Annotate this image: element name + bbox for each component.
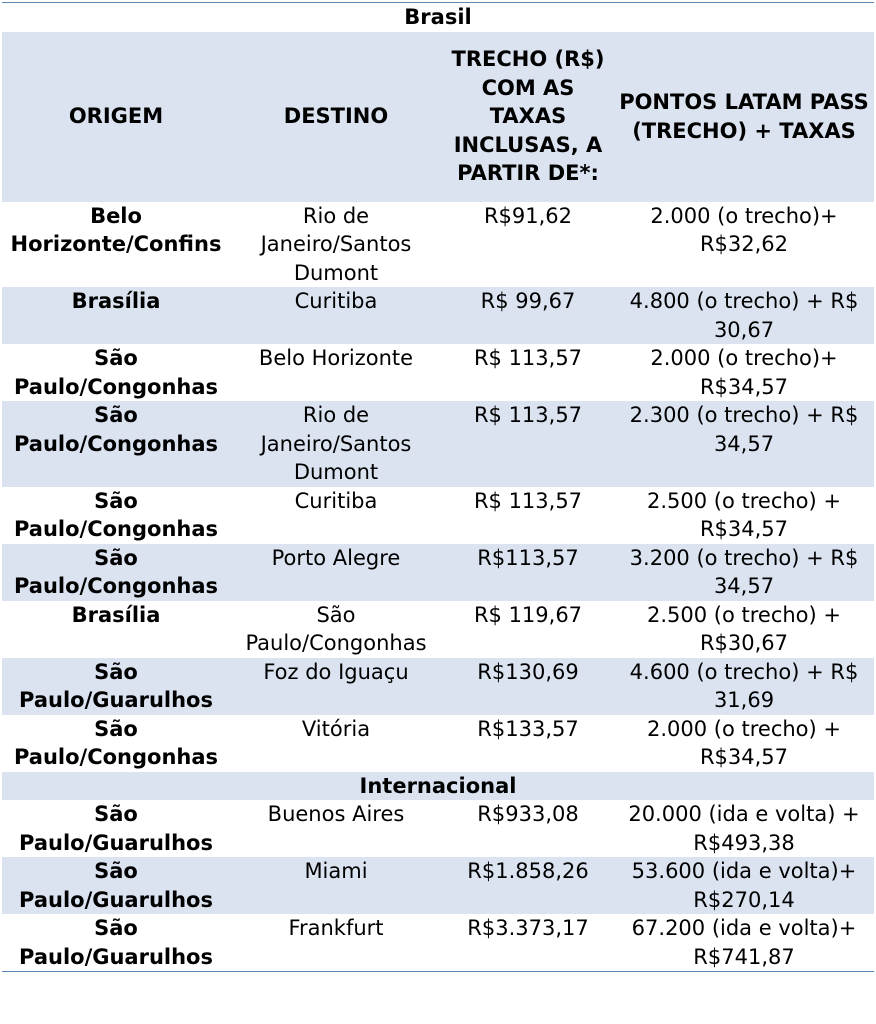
table-row <box>2 914 874 972</box>
cell-destino: Curitiba <box>230 487 442 544</box>
cell-origem: Belo Horizonte/Confins <box>2 202 230 288</box>
table-row <box>2 601 874 658</box>
table-row <box>2 487 874 544</box>
cell-destino: Vitória <box>230 715 442 772</box>
cell-destino: Rio de Janeiro/Santos Dumont <box>230 401 442 487</box>
cell-destino: Rio de Janeiro/Santos Dumont <box>230 202 442 288</box>
cell-origem: São Paulo/Guarulhos <box>2 658 230 715</box>
table-row <box>2 658 874 715</box>
cell-origem: São Paulo/Congonhas <box>2 715 230 772</box>
cell-destino: Curitiba <box>230 287 442 344</box>
cell-pontos: 4.600 (o trecho) + R$ 31,69 <box>614 658 874 715</box>
cell-trecho: R$ 113,57 <box>442 401 614 487</box>
section-title-internacional: Internacional <box>2 772 874 801</box>
cell-trecho: R$933,08 <box>442 800 614 857</box>
header-row <box>2 32 874 202</box>
cell-pontos: 53.600 (ida e volta)+ R$270,14 <box>614 857 874 914</box>
table-row <box>2 715 874 772</box>
cell-trecho: R$91,62 <box>442 202 614 288</box>
table-row <box>2 202 874 288</box>
cell-pontos: 4.800 (o trecho) + R$ 30,67 <box>614 287 874 344</box>
cell-trecho: R$ 113,57 <box>442 487 614 544</box>
cell-destino: Buenos Aires <box>230 800 442 857</box>
section-title-brasil: Brasil <box>2 3 874 32</box>
cell-pontos: 2.000 (o trecho) + R$34,57 <box>614 715 874 772</box>
cell-pontos: 67.200 (ida e volta)+ R$741,87 <box>614 914 874 972</box>
cell-origem: São Paulo/Congonhas <box>2 544 230 601</box>
fares-table-body <box>2 3 874 972</box>
section-row-internacional <box>2 772 874 801</box>
table-row <box>2 401 874 487</box>
cell-trecho: R$113,57 <box>442 544 614 601</box>
cell-destino: Miami <box>230 857 442 914</box>
cell-pontos: 2.300 (o trecho) + R$ 34,57 <box>614 401 874 487</box>
cell-trecho: R$3.373,17 <box>442 914 614 972</box>
cell-trecho: R$ 99,67 <box>442 287 614 344</box>
cell-origem: São Paulo/Congonhas <box>2 401 230 487</box>
cell-destino: Frankfurt <box>230 914 442 972</box>
fares-table-container <box>2 2 874 972</box>
table-row <box>2 544 874 601</box>
header-origem: ORIGEM <box>2 32 230 202</box>
header-destino: DESTINO <box>230 32 442 202</box>
cell-trecho: R$ 113,57 <box>442 344 614 401</box>
cell-trecho: R$1.858,26 <box>442 857 614 914</box>
header-pontos: PONTOS LATAM PASS (TRECHO) + TAXAS <box>614 32 874 202</box>
cell-origem: São Paulo/Guarulhos <box>2 800 230 857</box>
cell-destino: Porto Alegre <box>230 544 442 601</box>
table-row <box>2 344 874 401</box>
cell-pontos: 2.000 (o trecho)+ R$34,57 <box>614 344 874 401</box>
cell-trecho: R$133,57 <box>442 715 614 772</box>
cell-origem: São Paulo/Congonhas <box>2 344 230 401</box>
cell-trecho: R$ 119,67 <box>442 601 614 658</box>
cell-destino: Belo Horizonte <box>230 344 442 401</box>
cell-pontos: 3.200 (o trecho) + R$ 34,57 <box>614 544 874 601</box>
cell-origem: São Paulo/Guarulhos <box>2 857 230 914</box>
cell-pontos: 20.000 (ida e volta) + R$493,38 <box>614 800 874 857</box>
cell-destino: Foz do Iguaçu <box>230 658 442 715</box>
cell-origem: São Paulo/Congonhas <box>2 487 230 544</box>
cell-destino: São Paulo/Congonhas <box>230 601 442 658</box>
cell-trecho: R$130,69 <box>442 658 614 715</box>
cell-origem: Brasília <box>2 601 230 658</box>
header-trecho: TRECHO (R$) COM AS TAXAS INCLUSAS, A PARTIR DE*: <box>442 32 614 202</box>
fares-table <box>2 2 874 972</box>
cell-origem: Brasília <box>2 287 230 344</box>
cell-pontos: 2.500 (o trecho) + R$30,67 <box>614 601 874 658</box>
cell-pontos: 2.000 (o trecho)+ R$32,62 <box>614 202 874 288</box>
cell-pontos: 2.500 (o trecho) + R$34,57 <box>614 487 874 544</box>
table-row <box>2 800 874 857</box>
section-row-brasil <box>2 3 874 32</box>
table-row <box>2 287 874 344</box>
table-row <box>2 857 874 914</box>
cell-origem: São Paulo/Guarulhos <box>2 914 230 972</box>
